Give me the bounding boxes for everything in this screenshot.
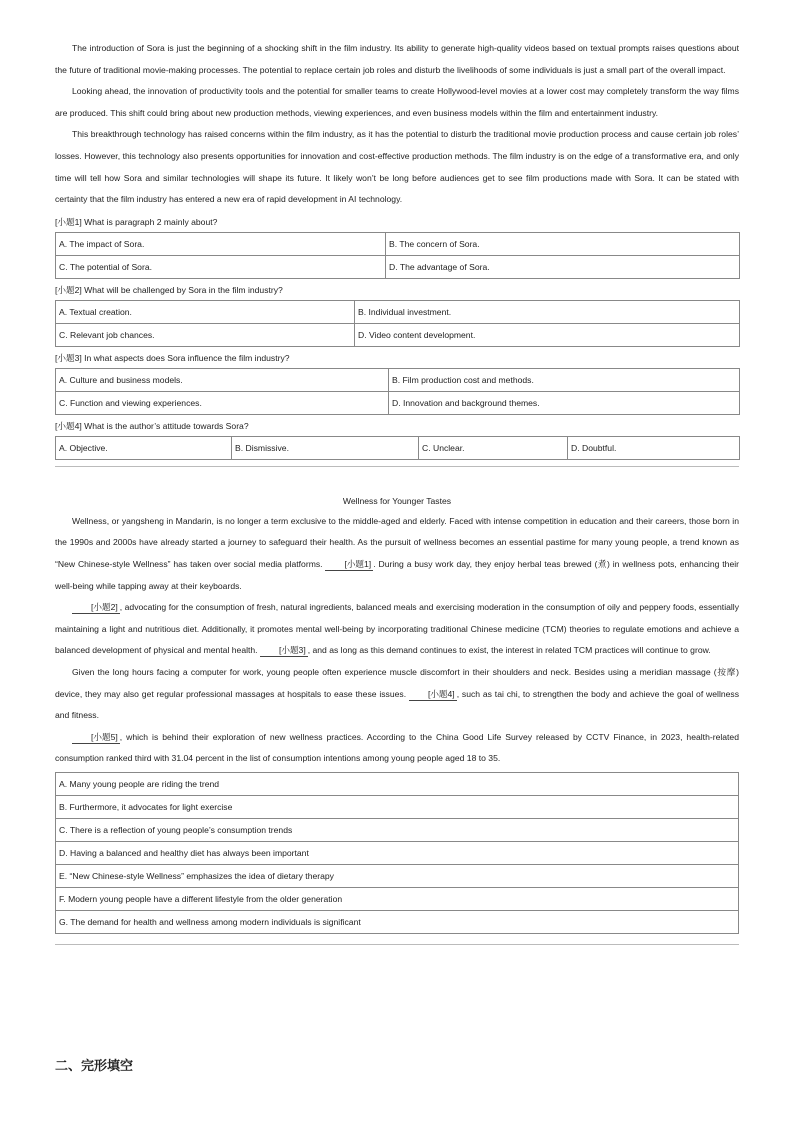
passage1-paragraph-2: Looking ahead, the innovation of productivity tools and the potential for smaller teams to create Hollywood-level movies at a lower cost may completely transform the way films are produced. This shift could bring about new production methods, viewing experiences, and even business models within the film and entertainment industry. <box>55 86 739 118</box>
option-4b[interactable]: B. Dismissive. <box>232 436 419 459</box>
option-1d[interactable]: D. The advantage of Sora. <box>386 255 740 278</box>
divider-bottom <box>55 944 739 945</box>
option-4c[interactable]: C. Unclear. <box>419 436 568 459</box>
option-row-c[interactable]: C. There is a reflection of young people’s consumption trends <box>56 818 739 841</box>
passage1-paragraph-3: This breakthrough technology has raised concerns within the film industry, as it has the potential to disturb the traditional movie production process and cause certain job roles’ losses. However, this technology also presents opportunities for innovation and cost-effective production methods. The film industry is on the edge of a transformative era, and only time will tell how Sora and similar technologies will shape its future. It likely won’t be long before audiences get to see film productions made with Sora. It can be stated with certainty that the film industry has entered a new era of rapid development in AI technology. <box>55 129 739 205</box>
option-4d[interactable]: D. Doubtful. <box>568 436 740 459</box>
option-row-d[interactable]: D. Having a balanced and healthy diet has always been important <box>56 841 739 864</box>
option-row-g[interactable]: G. The demand for health and wellness among modern individuals is significant <box>56 910 739 933</box>
blank-5[interactable]: [小题5] <box>72 732 120 744</box>
p3-text-a: Given the long hours facing a computer for work, young people often experience muscle discomfort in their shoulders and neck. Besides using a meridian massage (按摩) device, they may also get regular professional massages at hospitals to ease these issues. <box>55 666 739 699</box>
passage2-options <box>55 772 739 934</box>
question-4-options <box>55 436 740 460</box>
p1-text-b: . During a busy work day, they enjoy herbal teas brewed (煮) in wellness pots, enhancing their well-being while tapping away at their keyboards. <box>55 558 739 591</box>
option-3a[interactable]: A. Culture and business models. <box>56 368 389 391</box>
option-2a[interactable]: A. Textual creation. <box>56 300 355 323</box>
p3-text-b: , such as tai chi, to strengthen the body and achieve the goal of wellness and fitness. <box>55 688 740 721</box>
option-row-b[interactable]: B. Furthermore, it advocates for light exercise <box>56 795 739 818</box>
option-1c[interactable]: C. The potential of Sora. <box>56 255 386 278</box>
question-1-stem: [小题1] What is paragraph 2 mainly about? <box>55 216 218 227</box>
section-heading: 二、完形填空 <box>55 1059 134 1074</box>
option-row-f[interactable]: F. Modern young people have a different lifestyle from the older generation <box>56 887 739 910</box>
question-4-stem: [小题4] What is the author’s attitude towards Sora? <box>55 420 249 431</box>
blank-1[interactable]: [小题1] <box>325 559 373 571</box>
passage2-paragraph-4 <box>55 727 739 770</box>
divider <box>55 466 739 467</box>
question-3-stem: [小题3] In what aspects does Sora influence the film industry? <box>55 352 290 363</box>
p2-text-b: , and as long as this demand continues to exist, the interest in related TCM practices will continue to grow. <box>307 645 711 656</box>
option-row-a[interactable]: A. Many young people are riding the trend <box>56 772 739 795</box>
option-row-e[interactable]: E. “New Chinese-style Wellness” emphasizes the idea of dietary therapy <box>56 864 739 887</box>
passage1 <box>55 38 739 211</box>
passage2-paragraph-2 <box>55 597 739 662</box>
passage2-paragraph-3 <box>55 662 739 727</box>
blank-4[interactable]: [小题4] <box>409 689 457 701</box>
p4-text-a: , which is behind their exploration of new wellness practices. According to the China Good Life Survey released by CCTV Finance, in 2023, health-related consumption ranked third with 31.04 percent in the list of consumption intentions among young people aged 18 to 35. <box>55 731 739 764</box>
question-2-options <box>55 300 740 347</box>
option-1b[interactable]: B. The concern of Sora. <box>386 232 740 255</box>
worksheet-page <box>55 38 739 945</box>
p2-text-a: , advocating for the consumption of fresh, natural ingredients, balanced meals and exercising moderation in the consumption of oily and peppery foods, essentially maintaining a light and nutritious diet. Additionally, it promotes mental well-being by incorporating traditional Chinese medicine (TCM) theories to regulate emotions and achieve a balanced development of physical and mental health. <box>55 602 739 656</box>
blank-3[interactable]: [小题3] <box>260 645 308 657</box>
blank-2[interactable]: [小题2] <box>72 602 120 614</box>
passage2-paragraph-1 <box>55 511 739 597</box>
question-1-options <box>55 232 740 279</box>
option-2b[interactable]: B. Individual investment. <box>355 300 740 323</box>
option-3b[interactable]: B. Film production cost and methods. <box>389 368 740 391</box>
passage2 <box>55 511 739 770</box>
option-3c[interactable]: C. Function and viewing experiences. <box>56 391 389 414</box>
question-2-stem: [小题2] What will be challenged by Sora in the film industry? <box>55 284 283 295</box>
option-2c[interactable]: C. Relevant job chances. <box>56 323 355 346</box>
p1-text-a: Wellness, or yangsheng in Mandarin, is no longer a term exclusive to the middle-aged and elderly. Faced with intense competition in education and their careers, those born in the 1990s and 2000s have already started a journey to safeguard their health. As the pursuit of wellness becomes an essential pastime for many young people, a trend known as “New Chinese-style Wellness” has taken over social media platforms. <box>55 515 739 569</box>
option-4a[interactable]: A. Objective. <box>56 436 232 459</box>
passage1-paragraph-1: The introduction of Sora is just the beginning of a shocking shift in the film industry. Its ability to generate high-quality videos based on textual prompts raises questions about the future of traditional movie-making processes. The potential to replace certain job roles and disturb the livelihoods of some individuals is just a small part of the overall impact. <box>55 43 739 75</box>
passage2-title: Wellness for Younger Tastes <box>342 495 452 506</box>
question-3-options <box>55 368 740 415</box>
option-2d[interactable]: D. Video content development. <box>355 323 740 346</box>
option-1a[interactable]: A. The impact of Sora. <box>56 232 386 255</box>
option-3d[interactable]: D. Innovation and background themes. <box>389 391 740 414</box>
